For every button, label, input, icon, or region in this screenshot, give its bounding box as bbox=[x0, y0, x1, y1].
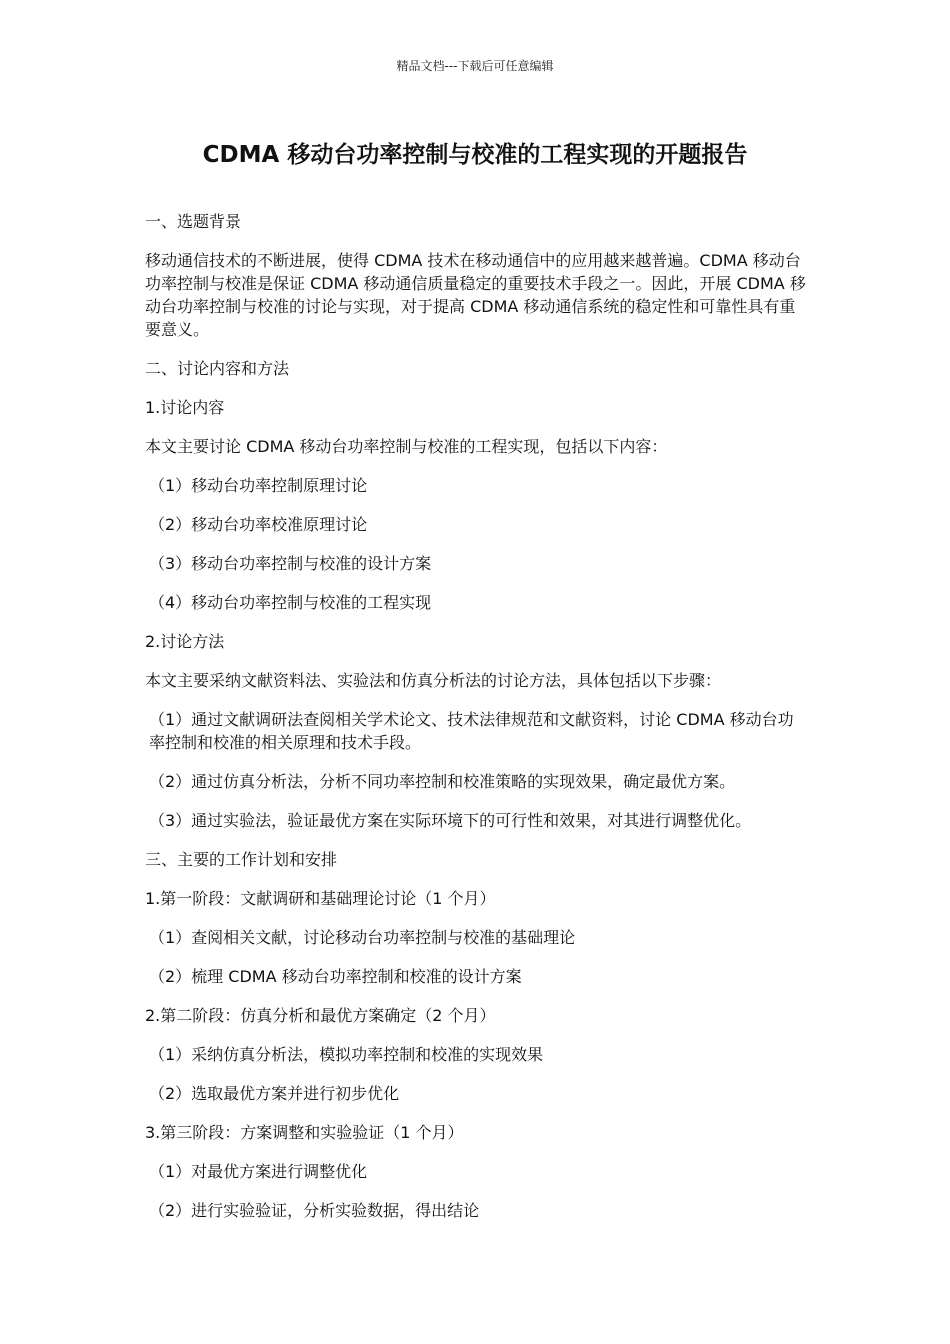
list-item: （4）移动台功率控制与校准的工程实现 bbox=[149, 593, 432, 612]
document-title: CDMA 移动台功率控制与校准的工程实现的开题报告 bbox=[202, 142, 748, 168]
paragraph: 3.第三阶段：方案调整和实验验证（1 个月） bbox=[145, 1123, 464, 1142]
paragraph: 2.讨论方法 bbox=[145, 632, 225, 651]
list-item: （2）移动台功率校准原理讨论 bbox=[149, 515, 368, 534]
list-item: （3）移动台功率控制与校准的设计方案 bbox=[149, 554, 432, 573]
list-item: （1）通过文献调研法查阅相关学术论文、技术法律规范和文献资料，讨论 CDMA 移动台功率控制和校准的相关原理和技术手段。 bbox=[149, 710, 794, 752]
paragraph: 本文主要采纳文献资料法、实验法和仿真分析法的讨论方法，具体包括以下步骤： bbox=[145, 671, 722, 690]
list-item: （2）选取最优方案并进行初步优化 bbox=[149, 1084, 400, 1103]
paragraph: 2.第二阶段：仿真分析和最优方案确定（2 个月） bbox=[145, 1006, 496, 1025]
paragraph: 1.讨论内容 bbox=[145, 398, 225, 417]
paragraph: 三、主要的工作计划和安排 bbox=[145, 850, 338, 869]
paragraph: 一、选题背景 bbox=[145, 212, 242, 231]
list-item: （1）对最优方案进行调整优化 bbox=[149, 1162, 368, 1181]
list-item: （3）通过实验法，验证最优方案在实际环境下的可行性和效果，对其进行调整优化。 bbox=[149, 811, 752, 830]
list-item: （2）进行实验验证，分析实验数据，得出结论 bbox=[149, 1201, 480, 1220]
list-item: （2）通过仿真分析法，分析不同功率控制和校准策略的实现效果，确定最优方案。 bbox=[149, 772, 736, 791]
list-item: （1）移动台功率控制原理讨论 bbox=[149, 476, 368, 495]
paragraph: 移动通信技术的不断进展，使得 CDMA 技术在移动通信中的应用越来越普遍。CDMA 移动台功率控制与校准是保证 CDMA 移动通信质量稳定的重要技术手段之一。因此，开展 CDMA 移动台功率控制与校准的讨论与实现，对于提高 CDMA 移动通信系统的稳定性和可靠性具有重要意义。 bbox=[145, 251, 806, 339]
list-item: （2）梳理 CDMA 移动台功率控制和校准的设计方案 bbox=[149, 967, 522, 986]
page-header-note: 精品文档---下载后可任意编辑 bbox=[396, 59, 554, 73]
paragraph: 二、讨论内容和方法 bbox=[145, 359, 290, 378]
paragraph: 1.第一阶段：文献调研和基础理论讨论（1 个月） bbox=[145, 889, 496, 908]
list-item: （1）采纳仿真分析法，模拟功率控制和校准的实现效果 bbox=[149, 1045, 544, 1064]
list-item: （1）查阅相关文献，讨论移动台功率控制与校准的基础理论 bbox=[149, 928, 576, 947]
document-body bbox=[145, 210, 807, 1238]
paragraph: 本文主要讨论 CDMA 移动台功率控制与校准的工程实现，包括以下内容： bbox=[145, 437, 668, 456]
